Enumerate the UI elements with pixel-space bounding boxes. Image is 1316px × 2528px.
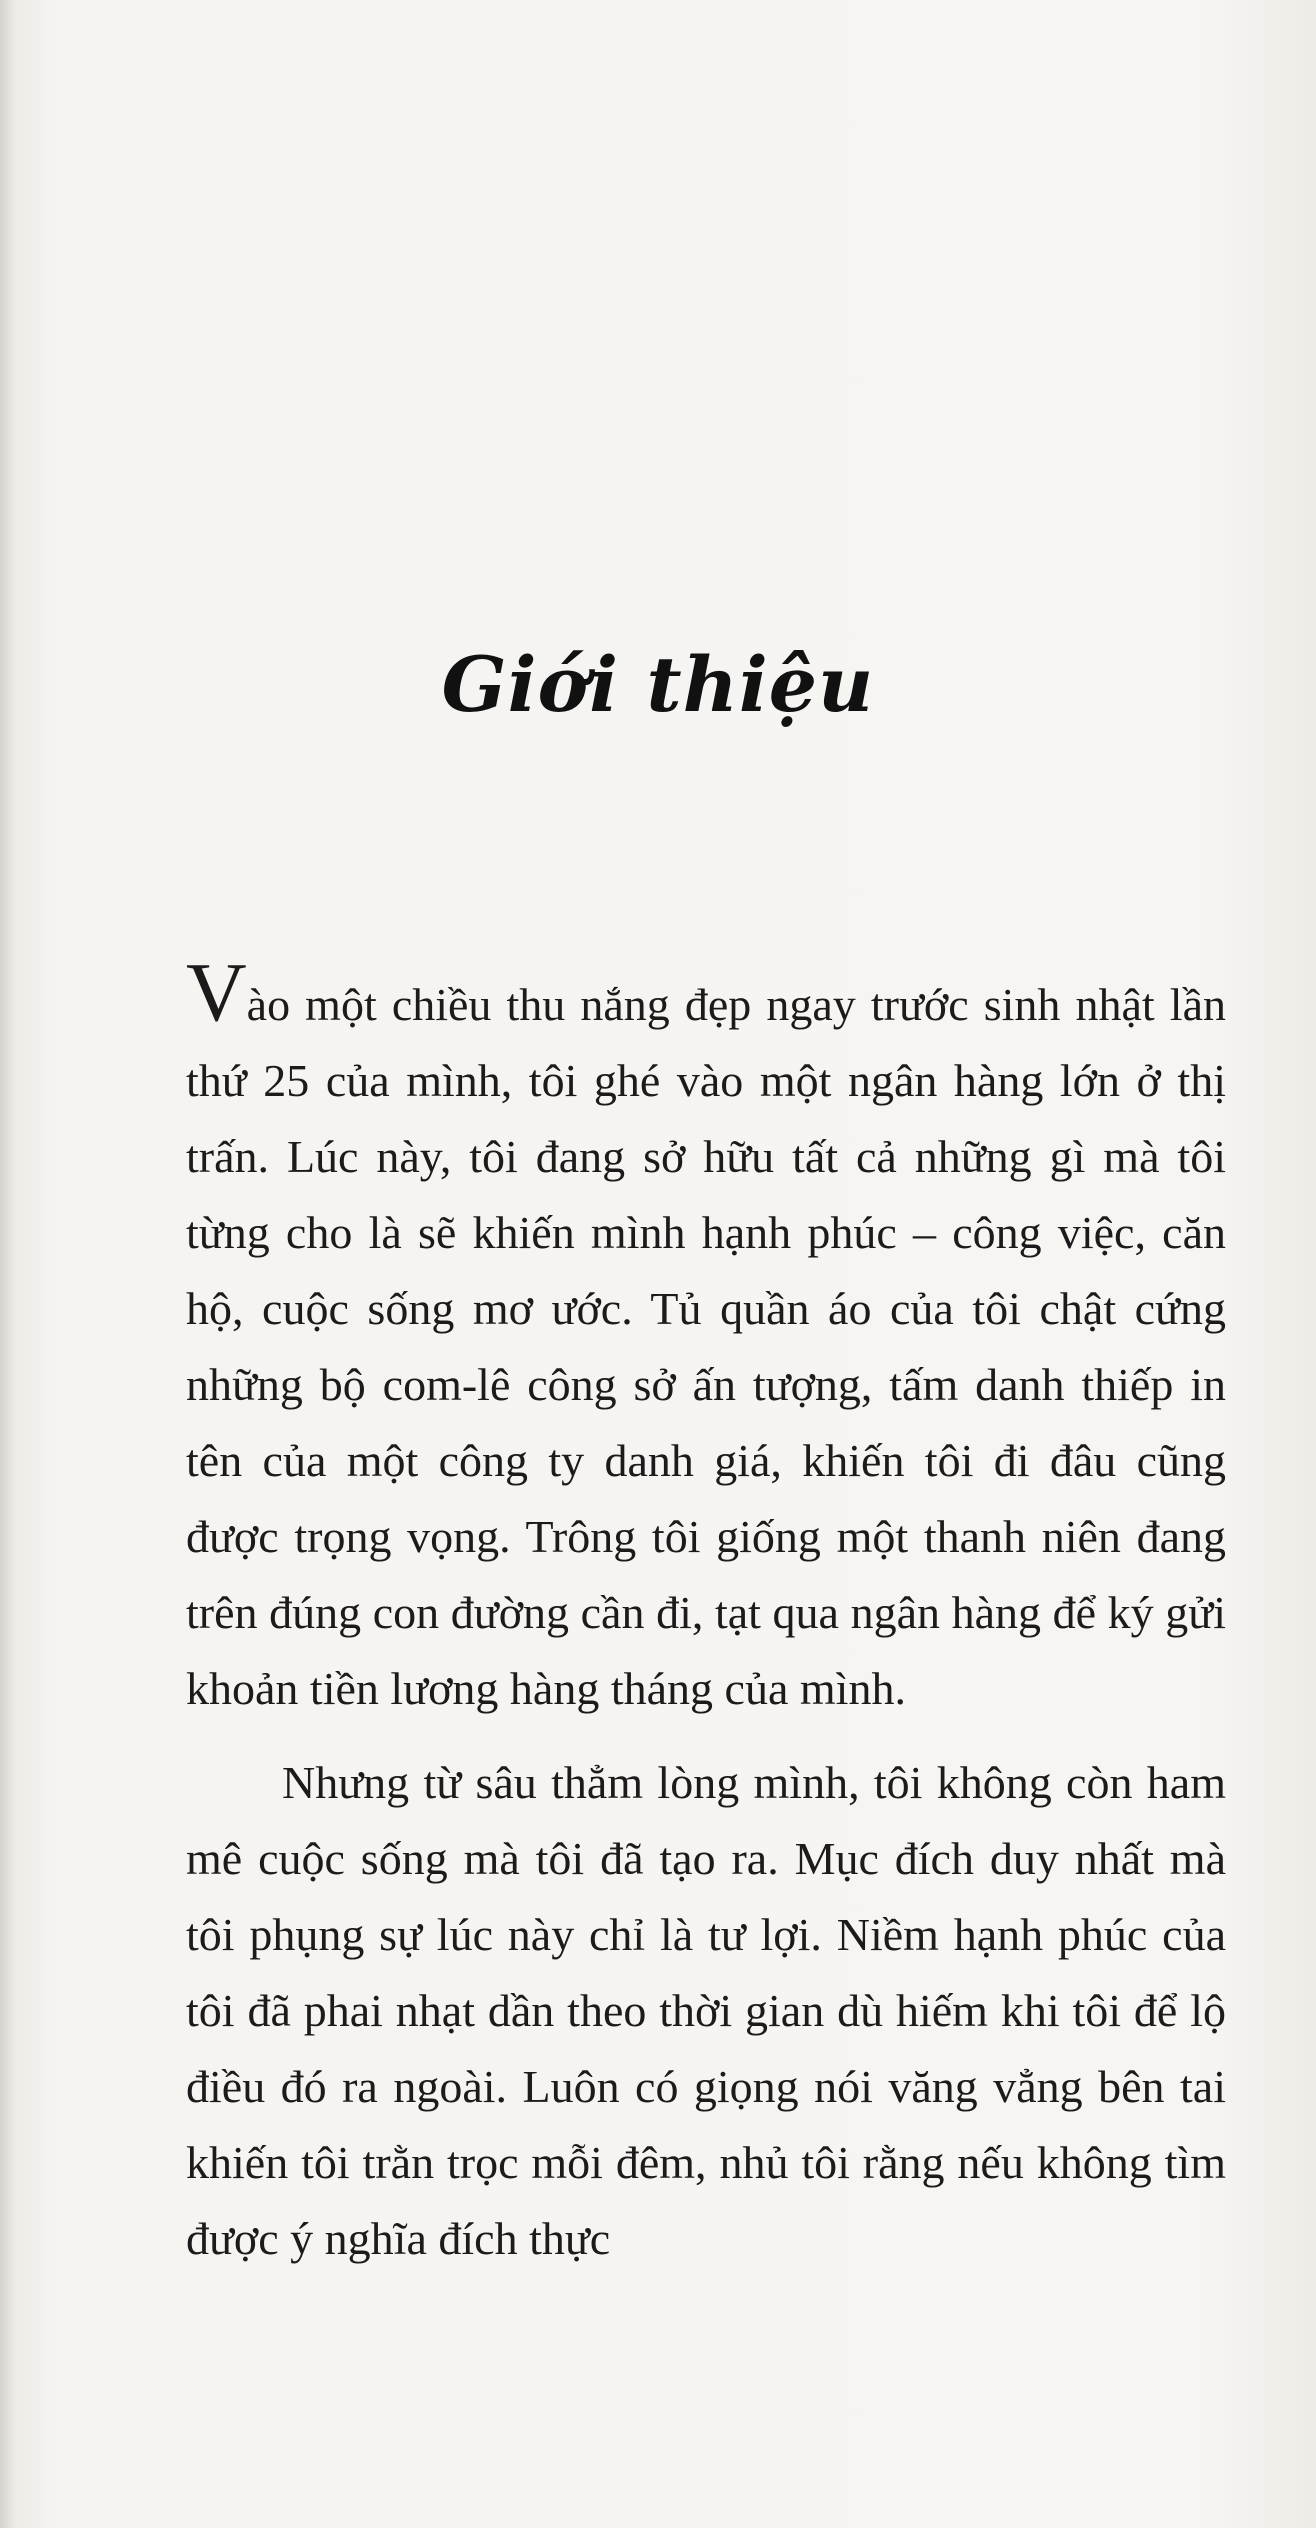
chapter-body <box>186 946 1226 2277</box>
paragraph-1 <box>186 946 1226 1727</box>
drop-cap: V <box>186 946 247 1039</box>
chapter-title: Giới thiệu <box>441 640 875 729</box>
paragraph-1-text: ào một chiều thu nắng đẹp ngay trước sinh nhật lần thứ 25 của mình, tôi ghé vào một ngân hàng lớn ở thị trấn. Lúc này, tôi đang sở hữu tất cả những gì mà tôi từng cho là sẽ khiến mình hạnh phúc – công việc, căn hộ, cuộc sống mơ ước. Tủ quần áo của tôi chật cứng những bộ com-lê công sở ấn tượng, tấm danh thiếp in tên của một công ty danh giá, khiến tôi đi đâu cũng được trọng vọng. Trông tôi giống một thanh niên đang trên đúng con đường cần đi, tạt qua ngân hàng để ký gửi khoản tiền lương hàng tháng của mình. <box>186 979 1226 1714</box>
paragraph-2: Nhưng từ sâu thẳm lòng mình, tôi không còn ham mê cuộc sống mà tôi đã tạo ra. Mục đích duy nhất mà tôi phụng sự lúc này chỉ là tư lợi. Niềm hạnh phúc của tôi đã phai nhạt dần theo thời gian dù hiếm khi tôi để lộ điều đó ra ngoài. Luôn có giọng nói văng vẳng bên tai khiến tôi trằn trọc mỗi đêm, nhủ tôi rằng nếu không tìm được ý nghĩa đích thực <box>186 1757 1226 2264</box>
page-edge-shadow <box>0 0 14 2528</box>
